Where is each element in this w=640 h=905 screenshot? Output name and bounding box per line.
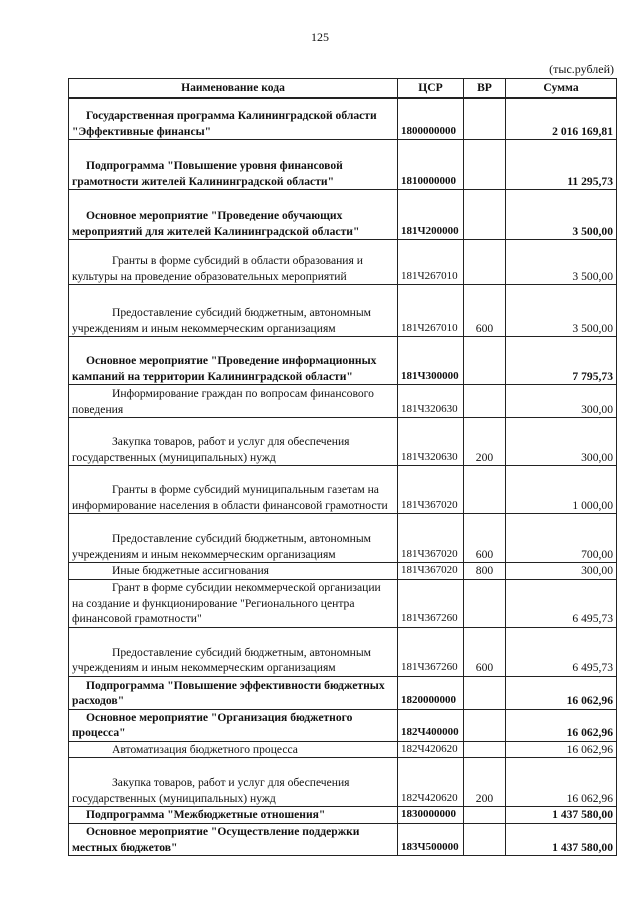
row-name: Гранты в форме субсидий муниципальным газетам на информирование населения в области финансовой грамотности: [72, 482, 388, 512]
table-row: [69, 337, 617, 385]
row-sum: 16 062,96: [506, 709, 617, 741]
row-csr: 182Ч420620: [398, 758, 464, 807]
table-row: [69, 418, 617, 466]
row-sum: 3 500,00: [506, 240, 617, 285]
row-sum: 3 500,00: [506, 285, 617, 337]
row-vr: [464, 579, 506, 627]
table-row: [69, 824, 617, 856]
row-csr: 1830000000: [398, 807, 464, 824]
table-row: [69, 140, 617, 190]
header-name: Наименование кода: [69, 79, 398, 98]
row-sum: 1 437 580,00: [506, 824, 617, 856]
row-csr: 181Ч367260: [398, 627, 464, 676]
row-name: Автоматизация бюджетного процесса: [112, 742, 298, 756]
row-name: Основное мероприятие "Осуществление поддержки местных бюджетов": [72, 825, 360, 854]
row-vr: [464, 337, 506, 385]
row-sum: 16 062,96: [506, 676, 617, 709]
row-csr: 182Ч420620: [398, 741, 464, 758]
row-name: Закупка товаров, работ и услуг для обеспечения государственных (муниципальных) нужд: [72, 434, 350, 464]
row-sum: 1 000,00: [506, 466, 617, 514]
row-sum: 300,00: [506, 563, 617, 580]
table-row: [69, 285, 617, 337]
row-csr: 181Ч300000: [398, 337, 464, 385]
row-name: Подпрограмма "Повышение эффективности бюджетных расходов": [72, 678, 385, 708]
row-vr: 600: [464, 514, 506, 563]
table-row: [69, 741, 617, 758]
row-csr: 1800000000: [398, 98, 464, 140]
row-vr: [464, 807, 506, 824]
table-row: [69, 98, 617, 140]
page-number: 125: [311, 30, 329, 44]
table-row: [69, 563, 617, 580]
row-sum: 300,00: [506, 418, 617, 466]
row-name: Иные бюджетные ассигнования: [112, 564, 269, 578]
header-vr: ВР: [464, 79, 506, 98]
table-row: [69, 676, 617, 709]
row-csr: 181Ч320630: [398, 418, 464, 466]
table-row: [69, 807, 617, 824]
row-vr: [464, 240, 506, 285]
header-csr: ЦСР: [398, 79, 464, 98]
row-csr: 183Ч500000: [398, 824, 464, 856]
table-row: [69, 709, 617, 741]
row-vr: [464, 709, 506, 741]
row-name: Предоставление субсидий бюджетным, автономным учреждениям и иным некоммерческим организациям: [72, 645, 372, 675]
row-sum: 7 795,73: [506, 337, 617, 385]
row-vr: 200: [464, 758, 506, 807]
row-csr: 181Ч367020: [398, 514, 464, 563]
row-sum: 16 062,96: [506, 741, 617, 758]
row-vr: [464, 190, 506, 240]
row-name: Предоставление субсидий бюджетным, автономным учреждениям и иным некоммерческим организациям: [72, 531, 372, 561]
row-name: Основное мероприятие "Проведение обучающих мероприятий для жителей Калининградской области": [72, 208, 360, 238]
table-header-row: [69, 79, 617, 98]
row-sum: 3 500,00: [506, 190, 617, 240]
row-name: Подпрограмма "Межбюджетные отношения": [86, 808, 326, 822]
row-vr: 600: [464, 627, 506, 676]
row-name: Государственная программа Калининградской области "Эффективные финансы": [72, 108, 377, 138]
row-vr: 600: [464, 285, 506, 337]
row-csr: 181Ч367260: [398, 579, 464, 627]
row-csr: 181Ч367020: [398, 563, 464, 580]
row-sum: 2 016 169,81: [506, 98, 617, 140]
row-name: Предоставление субсидий бюджетным, автономным учреждениям и иным некоммерческим организациям: [72, 305, 372, 335]
row-vr: [464, 676, 506, 709]
table-row: [69, 758, 617, 807]
row-sum: 1 437 580,00: [506, 807, 617, 824]
row-name: Гранты в форме субсидий в области образования и культуры на проведение образовательных мероприятий: [72, 253, 363, 283]
table-row: [69, 579, 617, 627]
row-csr: 181Ч267010: [398, 285, 464, 337]
row-name: Подпрограмма "Повышение уровня финансовой грамотности жителей Калининградской области": [72, 158, 343, 188]
table-row: [69, 385, 617, 418]
row-name: Информирование граждан по вопросам финансового поведения: [72, 386, 374, 416]
row-csr: 181Ч267010: [398, 240, 464, 285]
table-row: [69, 627, 617, 676]
table-row: [69, 514, 617, 563]
row-csr: 181Ч200000: [398, 190, 464, 240]
row-sum: 16 062,96: [506, 758, 617, 807]
row-vr: [464, 466, 506, 514]
row-vr: [464, 741, 506, 758]
table-row: [69, 190, 617, 240]
budget-table: [68, 78, 617, 856]
row-sum: 6 495,73: [506, 627, 617, 676]
header-sum: Сумма: [506, 79, 617, 98]
row-csr: 1820000000: [398, 676, 464, 709]
row-csr: 182Ч400000: [398, 709, 464, 741]
row-csr: 1810000000: [398, 140, 464, 190]
row-name: Грант в форме субсидии некоммерческой организации на создание и функционирование "Регионального центра финансовой грамотности": [72, 580, 381, 626]
row-sum: 700,00: [506, 514, 617, 563]
row-sum: 300,00: [506, 385, 617, 418]
row-vr: [464, 98, 506, 140]
units-label: (тыс.рублей): [549, 62, 614, 76]
row-csr: 181Ч320630: [398, 385, 464, 418]
row-vr: [464, 385, 506, 418]
row-vr: [464, 824, 506, 856]
row-name: Закупка товаров, работ и услуг для обеспечения государственных (муниципальных) нужд: [72, 776, 350, 805]
row-name: Основное мероприятие "Проведение информационных кампаний на территории Калининградской области": [72, 353, 377, 383]
row-sum: 11 295,73: [506, 140, 617, 190]
table-row: [69, 466, 617, 514]
row-vr: 200: [464, 418, 506, 466]
table-row: [69, 240, 617, 285]
row-name: Основное мероприятие "Организация бюджетного процесса": [72, 710, 353, 740]
row-csr: 181Ч367020: [398, 466, 464, 514]
row-vr: 800: [464, 563, 506, 580]
row-vr: [464, 140, 506, 190]
table-body: [69, 98, 617, 856]
row-sum: 6 495,73: [506, 579, 617, 627]
